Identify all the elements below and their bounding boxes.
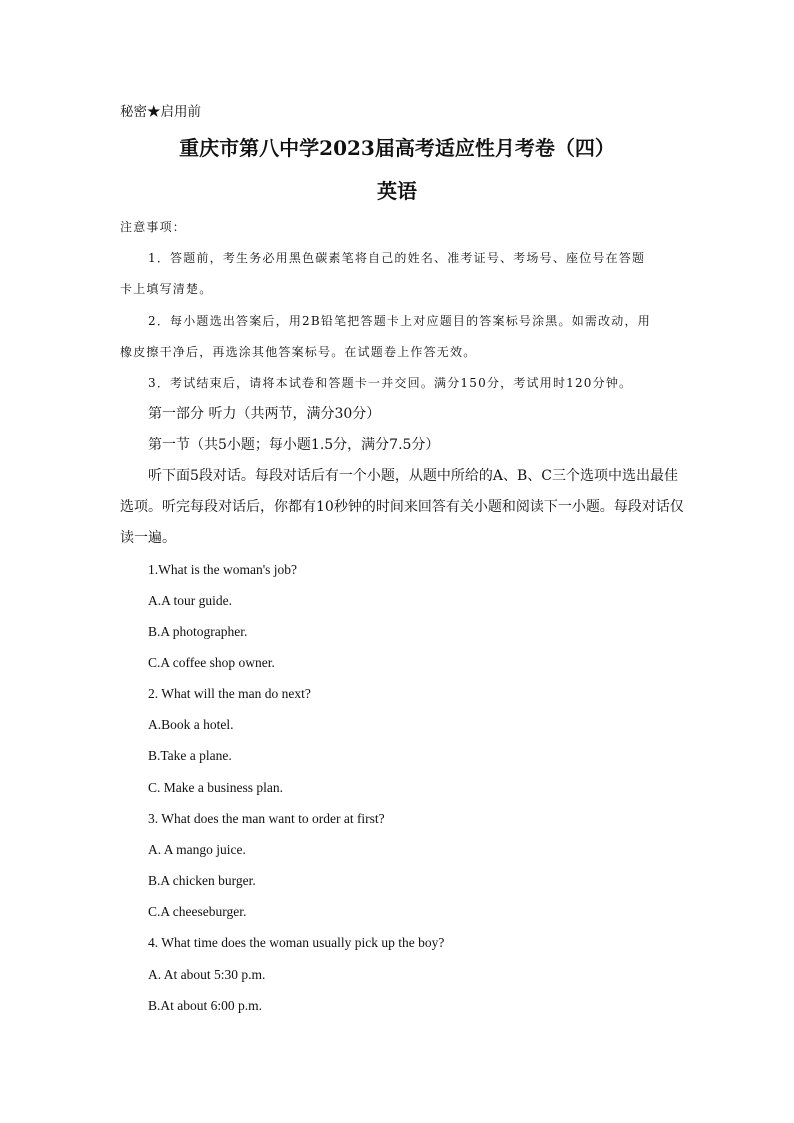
question-2-option-c: C. Make a business plan. xyxy=(148,780,283,795)
note-2-line-1: 2．每小题选出答案后，用2B铅笔把答题卡上对应题目的答案标号涂黑。如需改动，用 xyxy=(148,314,651,328)
question-3-option-c: C.A cheeseburger. xyxy=(148,904,247,919)
question-1-option-c: C.A coffee shop owner. xyxy=(148,655,275,670)
question-2-stem: 2. What will the man do next? xyxy=(148,686,311,701)
note-1-line-1: 1．答题前，考生务必用黑色碳素笔将自己的姓名、准考证号、考场号、座位号在答题 xyxy=(148,251,646,265)
question-1-option-a: A.A tour guide. xyxy=(148,593,232,608)
question-3-option-b: B.A chicken burger. xyxy=(148,873,256,888)
question-4-stem: 4. What time does the woman usually pick up the boy? xyxy=(148,935,445,950)
note-3-line-1: 3．考试结束后，请将本试卷和答题卡一并交回。满分150分，考试用时120分钟。 xyxy=(148,376,633,390)
question-1-option-b: B.A photographer. xyxy=(148,624,248,639)
exam-title: 重庆市第八中学2023届高考适应性月考卷（四） xyxy=(179,136,615,160)
subject-title: 英语 xyxy=(377,179,417,203)
instruction-line-3: 读一遍。 xyxy=(120,530,176,546)
note-2-line-2: 橡皮擦干净后，再选涂其他答案标号。在试题卷上作答无效。 xyxy=(120,345,477,359)
question-2-option-a: A.Book a hotel. xyxy=(148,717,234,732)
question-4-option-a: A. At about 5:30 p.m. xyxy=(148,967,266,982)
note-1-line-2: 卡上填写清楚。 xyxy=(120,282,213,296)
part-title: 第一部分 听力（共两节，满分30分） xyxy=(148,406,381,422)
instruction-line-2: 选项。听完每段对话后，你都有10秒钟的时间来回答有关小题和阅读下一小题。每段对话仅 xyxy=(120,499,684,515)
question-3-option-a: A. A mango juice. xyxy=(148,842,246,857)
question-4-option-b: B.At about 6:00 p.m. xyxy=(148,998,262,1013)
question-3-stem: 3. What does the man want to order at first? xyxy=(148,811,385,826)
question-2-option-b: B.Take a plane. xyxy=(148,748,232,763)
notes-heading: 注意事项： xyxy=(120,220,187,234)
confidential-label: 秘密★启用前 xyxy=(120,104,201,120)
question-1-stem: 1.What is the woman's job? xyxy=(148,562,298,577)
instruction-line-1: 听下面5段对话。每段对话后有一个小题，从题中所给的A、B、C三个选项中选出最佳 xyxy=(148,468,679,484)
section-title: 第一节（共5小题；每小题1.5分，满分7.5分） xyxy=(148,437,440,453)
